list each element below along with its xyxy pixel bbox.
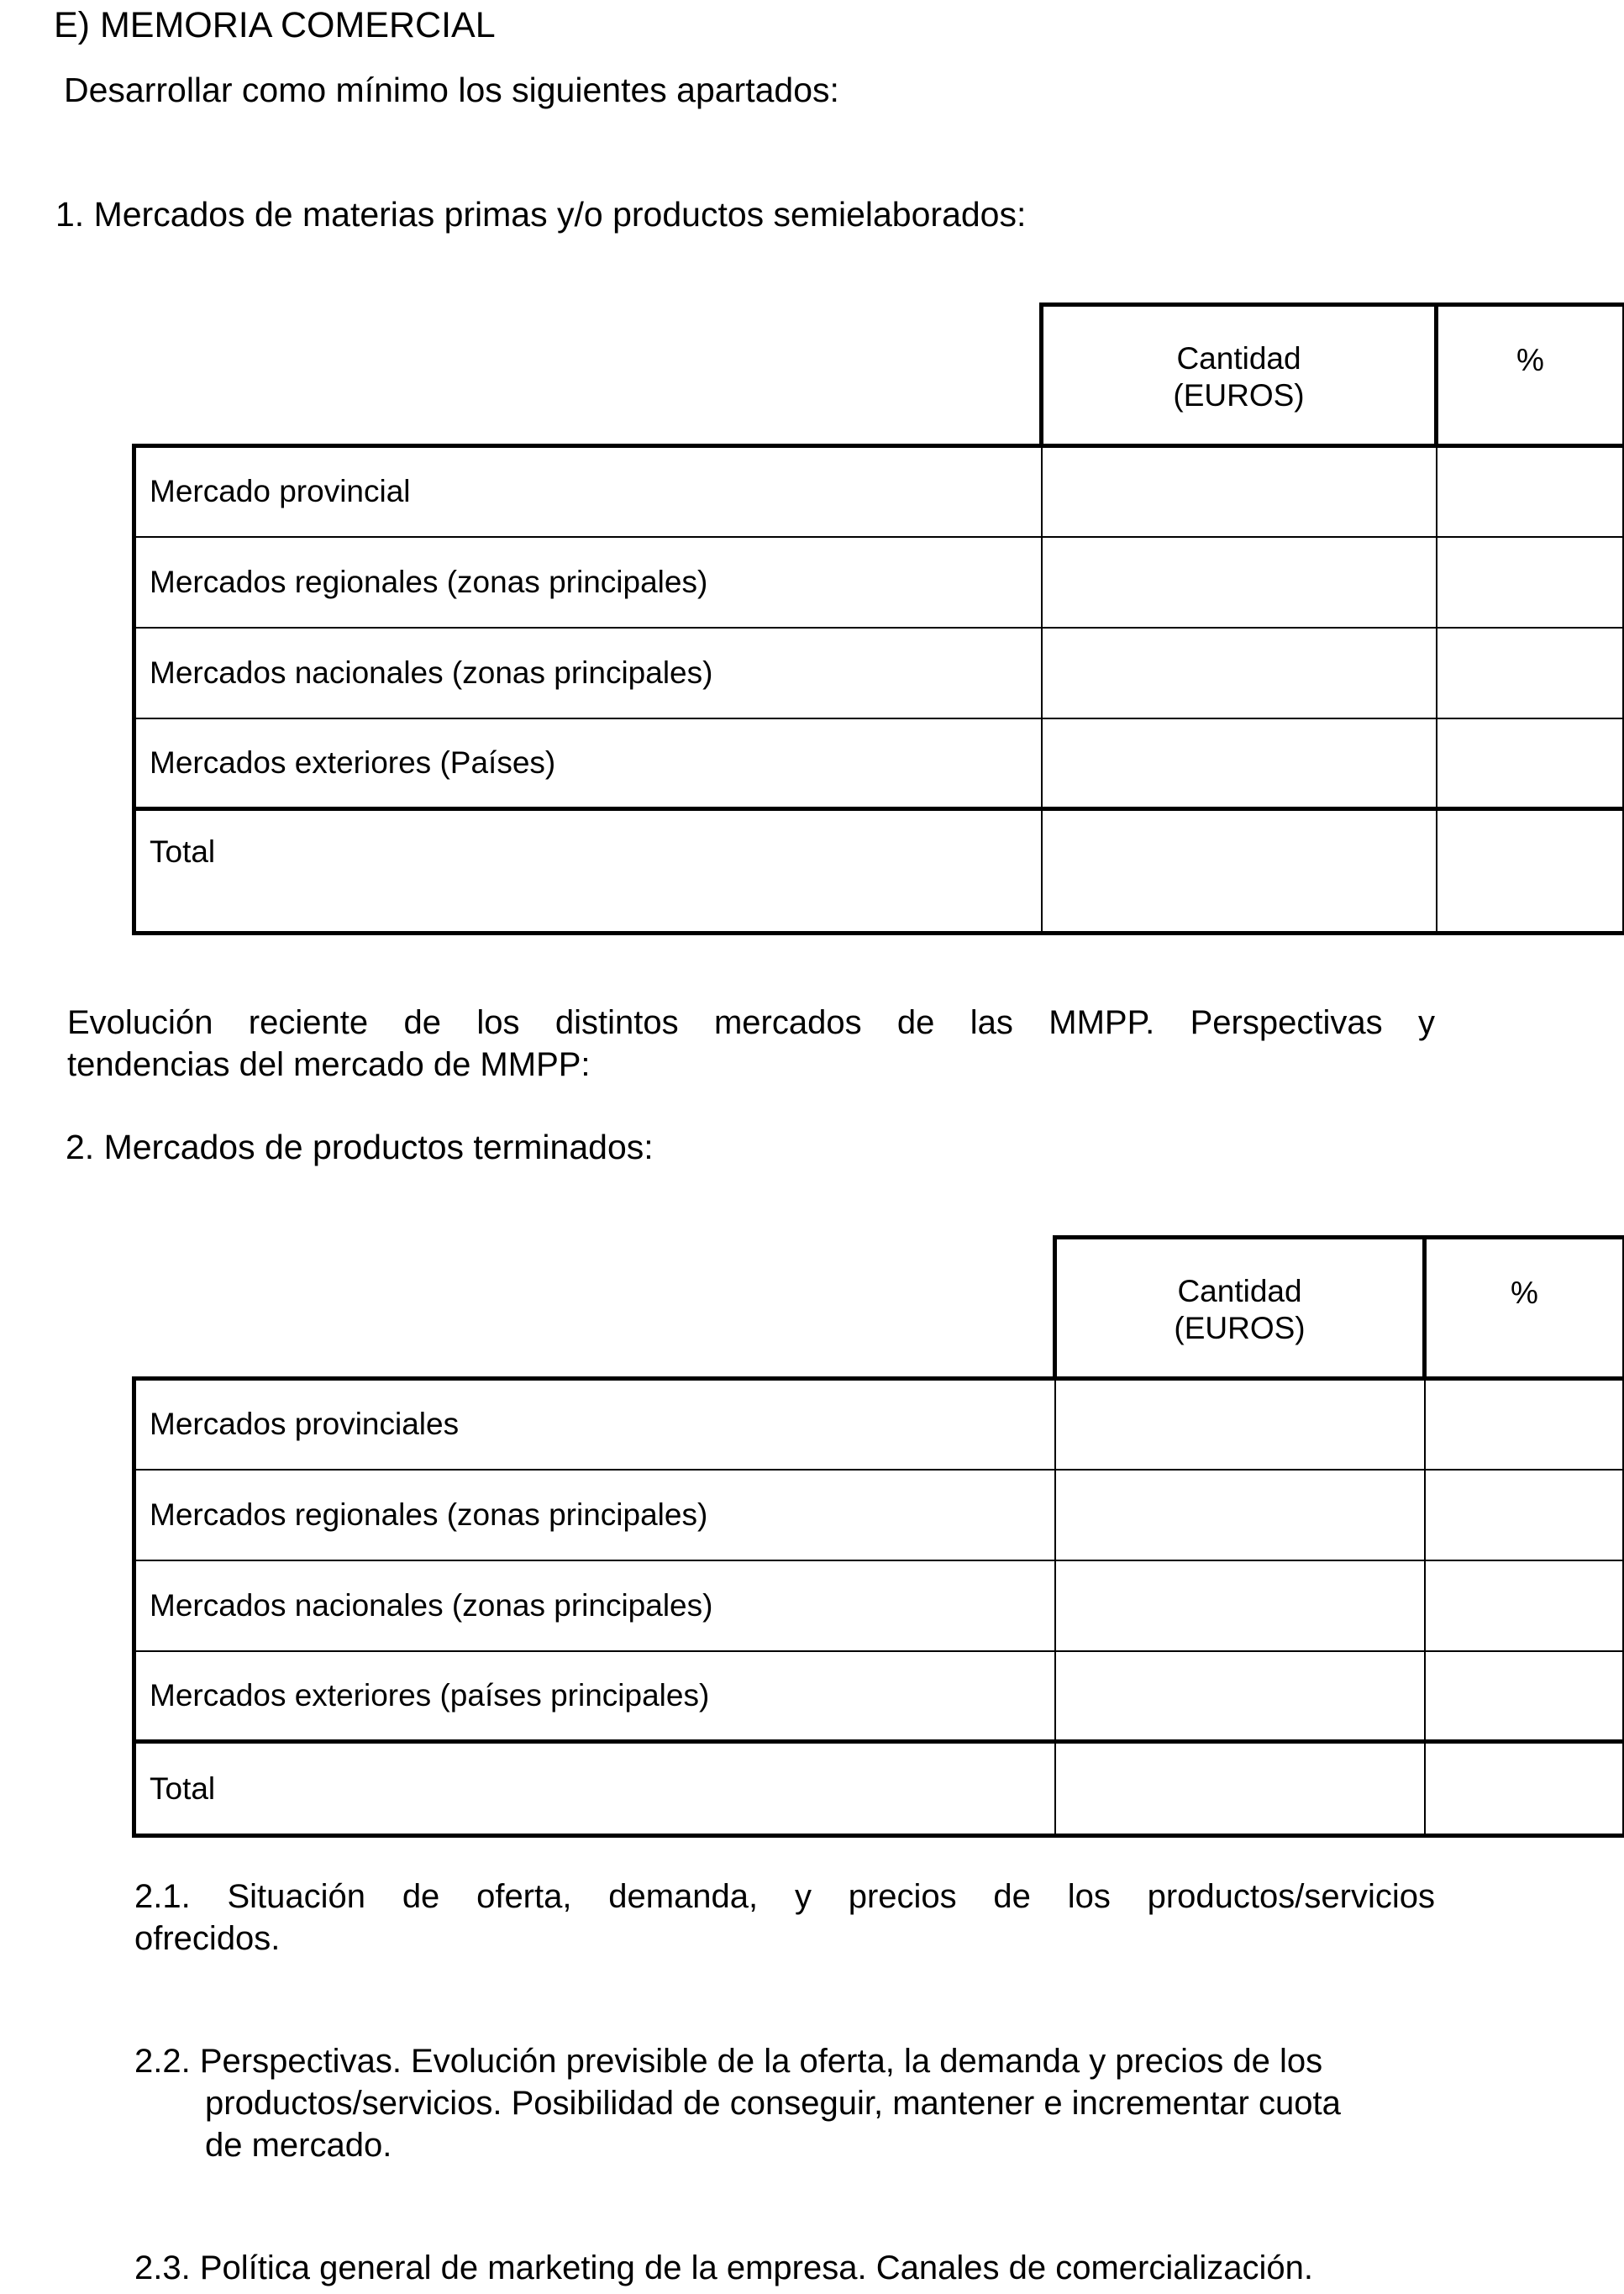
header-percent: % bbox=[1425, 1238, 1624, 1379]
percent-cell[interactable] bbox=[1425, 1560, 1624, 1651]
header-amount-line2: (EUROS) bbox=[1173, 378, 1305, 413]
row-label: Mercado provincial bbox=[134, 446, 1042, 537]
section2-title: 2. Mercados de productos terminados: bbox=[66, 1128, 654, 1166]
row-label: Mercados nacionales (zonas principales) bbox=[134, 628, 1042, 718]
word: reciente bbox=[248, 1004, 369, 1041]
percent-cell[interactable] bbox=[1425, 1651, 1624, 1742]
word: 2.1. bbox=[134, 1878, 191, 1915]
amount-cell[interactable] bbox=[1055, 1560, 1425, 1651]
table-row bbox=[134, 1379, 1624, 1470]
row-label: Mercados exteriores (países principales) bbox=[134, 1651, 1055, 1742]
amount-cell[interactable] bbox=[1042, 537, 1437, 628]
word: Evolución bbox=[67, 1004, 213, 1041]
word: los bbox=[1067, 1878, 1111, 1915]
evolution-line2: tendencias del mercado de MMPP: bbox=[67, 1046, 591, 1083]
word: Perspectivas bbox=[1190, 1004, 1383, 1041]
word: MMPP. bbox=[1049, 1004, 1155, 1041]
item-2-2-line3: de mercado. bbox=[205, 2127, 392, 2164]
table-total-row bbox=[134, 809, 1624, 934]
table-row bbox=[134, 1560, 1624, 1651]
row-label: Mercados nacionales (zonas principales) bbox=[134, 1560, 1055, 1651]
word: de bbox=[402, 1878, 440, 1915]
header-amount-line1: Cantidad bbox=[1177, 1274, 1302, 1308]
header-spacer bbox=[134, 305, 1042, 446]
item-2-1-line1 bbox=[134, 1876, 1435, 1918]
item-2-2 bbox=[134, 2040, 1435, 2166]
word: y bbox=[794, 1878, 812, 1915]
evolution-paragraph bbox=[67, 1002, 1435, 1086]
word: mercados bbox=[713, 1004, 862, 1041]
table-row bbox=[134, 1651, 1624, 1742]
row-label: Mercados regionales (zonas principales) bbox=[134, 1470, 1055, 1560]
intro-text: Desarrollar como mínimo los siguientes apartados: bbox=[64, 71, 839, 109]
word: de bbox=[403, 1004, 441, 1041]
item-2-1-line2: ofrecidos. bbox=[134, 1920, 281, 1957]
word: los bbox=[476, 1004, 520, 1041]
percent-cell[interactable] bbox=[1437, 718, 1624, 809]
raw-materials-table bbox=[132, 303, 1624, 935]
header-amount-line2: (EUROS) bbox=[1174, 1311, 1306, 1345]
item-2-3: 2.3. Política general de marketing de la empresa. Canales de comercialización. bbox=[134, 2249, 1313, 2286]
amount-cell[interactable] bbox=[1055, 1379, 1425, 1470]
total-percent-cell[interactable] bbox=[1437, 809, 1624, 934]
percent-cell[interactable] bbox=[1437, 446, 1624, 537]
amount-cell[interactable] bbox=[1055, 1470, 1425, 1560]
row-label: Mercados exteriores (Países) bbox=[134, 718, 1042, 809]
table-row bbox=[134, 1470, 1624, 1560]
item-2-2-line1: 2.2. Perspectivas. Evolución previsible de la oferta, la demanda y precios de los bbox=[134, 2043, 1323, 2080]
section-title: E) MEMORIA COMERCIAL bbox=[54, 5, 496, 45]
evolution-line1 bbox=[67, 1002, 1435, 1044]
table-header-row bbox=[134, 1238, 1624, 1379]
row-label: Mercados regionales (zonas principales) bbox=[134, 537, 1042, 628]
percent-cell[interactable] bbox=[1425, 1379, 1624, 1470]
table-total-row bbox=[134, 1742, 1624, 1836]
word: de bbox=[896, 1004, 935, 1041]
word: oferta, bbox=[476, 1878, 572, 1915]
header-percent: % bbox=[1437, 305, 1624, 446]
amount-cell[interactable] bbox=[1055, 1651, 1425, 1742]
table-header-row bbox=[134, 305, 1624, 446]
total-amount-cell[interactable] bbox=[1042, 809, 1437, 934]
header-amount bbox=[1055, 1238, 1425, 1379]
total-percent-cell[interactable] bbox=[1425, 1742, 1624, 1836]
percent-cell[interactable] bbox=[1425, 1470, 1624, 1560]
amount-cell[interactable] bbox=[1042, 628, 1437, 718]
table-row bbox=[134, 446, 1624, 537]
percent-cell[interactable] bbox=[1437, 537, 1624, 628]
table-row bbox=[134, 718, 1624, 809]
header-spacer bbox=[134, 1238, 1055, 1379]
total-amount-cell[interactable] bbox=[1055, 1742, 1425, 1836]
word: las bbox=[970, 1004, 1013, 1041]
header-amount bbox=[1042, 305, 1437, 446]
row-label: Mercados provinciales bbox=[134, 1379, 1055, 1470]
amount-cell[interactable] bbox=[1042, 718, 1437, 809]
finished-products-table bbox=[132, 1235, 1624, 1838]
total-label: Total bbox=[134, 1742, 1055, 1836]
section1-title: 1. Mercados de materias primas y/o productos semielaborados: bbox=[55, 195, 1027, 234]
item-2-2-line2: productos/servicios. Posibilidad de conseguir, mantener e incrementar cuota bbox=[205, 2085, 1341, 2122]
word: y bbox=[1417, 1004, 1435, 1041]
word: productos/servicios bbox=[1147, 1878, 1435, 1915]
word: precios bbox=[848, 1878, 957, 1915]
word: distintos bbox=[554, 1004, 679, 1041]
item-2-1 bbox=[134, 1876, 1435, 1960]
amount-cell[interactable] bbox=[1042, 446, 1437, 537]
percent-cell[interactable] bbox=[1437, 628, 1624, 718]
table-row bbox=[134, 537, 1624, 628]
table-row bbox=[134, 628, 1624, 718]
word: Situación bbox=[227, 1878, 366, 1915]
word: demanda, bbox=[608, 1878, 759, 1915]
word: de bbox=[993, 1878, 1031, 1915]
header-amount-line1: Cantidad bbox=[1176, 341, 1301, 376]
total-label: Total bbox=[134, 809, 1042, 934]
